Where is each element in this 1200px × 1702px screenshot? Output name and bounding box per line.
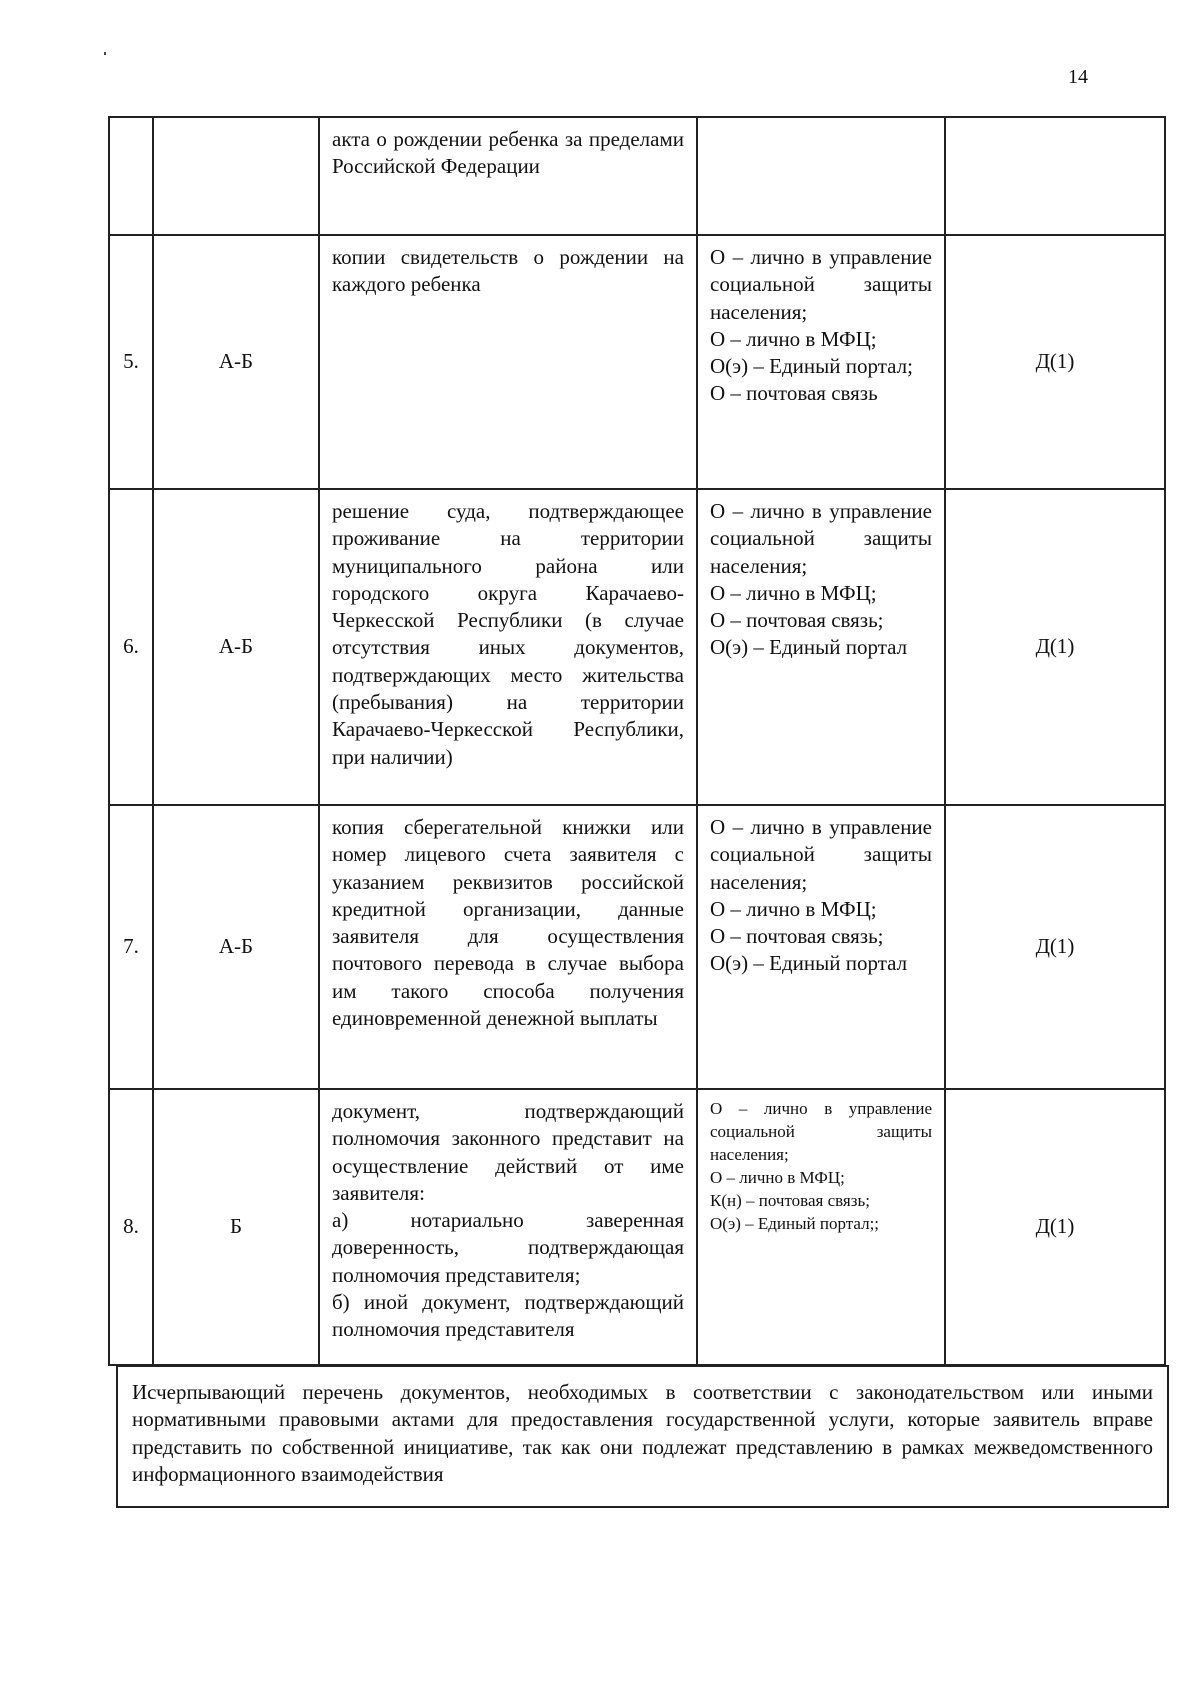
table-row [109,805,1165,1089]
document-description [319,805,697,1089]
method-line: О – лично в управление социальной защиты населения; [710,245,932,324]
description-line: акта о рождении ребенка за пределами Российской Федерации [332,127,684,179]
method-line: О(э) – Единый портал [710,951,908,976]
method-line: О – лично в МФЦ; [710,580,877,605]
applicant-category: А-Б [153,805,319,1089]
method-line: О – лично в управление социальной защиты населения; [710,1099,932,1164]
row-number: 5. [109,235,153,489]
method-line: О – почтовая связь; [710,608,884,633]
submission-methods [697,235,945,489]
document-description [319,1089,697,1365]
document-description [319,489,697,805]
description-line: копии свидетельств о рождении на каждого ребенка [332,245,684,297]
requirement-code: Д(1) [945,1089,1165,1365]
submission-methods [697,489,945,805]
description-line: документ, подтверждающий полномочия законного представит на осуществление действий от име заявителя: [332,1099,684,1205]
document-description [319,235,697,489]
method-line: О – почтовая связь [710,381,878,406]
method-line: О – лично в МФЦ; [710,896,877,921]
description-line: б) иной документ, подтверждающий полномочия представителя [332,1290,684,1342]
footer-box [116,1365,1169,1508]
table-row [109,489,1165,805]
method-line: К(н) – почтовая связь; [710,1190,870,1210]
requirement-code: Д(1) [945,805,1165,1089]
page-number: 14 [1068,66,1088,88]
description-line: копия сберегательной книжки или номер лицевого счета заявителя с указанием реквизитов российской кредитной организации, данные заявителя для осуществления почтового перевода в случае выбора им такого способа получения единовременной денежной выплаты [332,815,684,1031]
method-line: О(э) – Единый портал; [710,354,913,379]
table-row [109,235,1165,489]
row-number: 7. [109,805,153,1089]
applicant-category: А-Б [153,235,319,489]
applicant-category: А-Б [153,489,319,805]
document-description [319,117,697,235]
submission-methods [697,1089,945,1365]
row-number [109,117,153,235]
method-line: О – лично в МФЦ; [710,326,877,351]
method-line: О – почтовая связь; [710,924,884,949]
row-number: 6. [109,489,153,805]
footer-text: Исчерпывающий перечень документов, необходимых в соответствии с законодательством или иными нормативными правовыми актами для предоставления государственной услуги, которые заявитель вправе представить по собственной инициативе, так как они подлежат представлению в рамках межведомственного информационного взаимодействия [117,1366,1168,1507]
applicant-category [153,117,319,235]
table-row [109,117,1165,235]
method-line: О – лично в управление социальной защиты населения; [710,499,932,578]
requirement-code: Д(1) [945,235,1165,489]
method-line: О(э) – Единый портал [710,635,908,660]
description-line: а) нотариально заверенная доверенность, подтверждающая полномочия представителя; [332,1208,684,1287]
submission-methods [697,117,945,235]
submission-methods [697,805,945,1089]
table-row [109,1089,1165,1365]
row-number: 8. [109,1089,153,1365]
documents-table [108,116,1166,1366]
scan-speck [104,52,106,55]
applicant-category: Б [153,1089,319,1365]
method-line: О – лично в управление социальной защиты населения; [710,815,932,894]
description-line: решение суда, подтверждающее проживание на территории муниципального района или городского округа Карачаево-Черкесской Республики (в случае отсутствия иных документов, подтверждающих место жительства (пребывания) на территории Карачаево-Черкесской Республики, при наличии) [332,499,684,769]
requirement-code [945,117,1165,235]
method-line: О – лично в МФЦ; [710,1167,845,1187]
requirement-code: Д(1) [945,489,1165,805]
method-line: О(э) – Единый портал;; [710,1213,880,1233]
